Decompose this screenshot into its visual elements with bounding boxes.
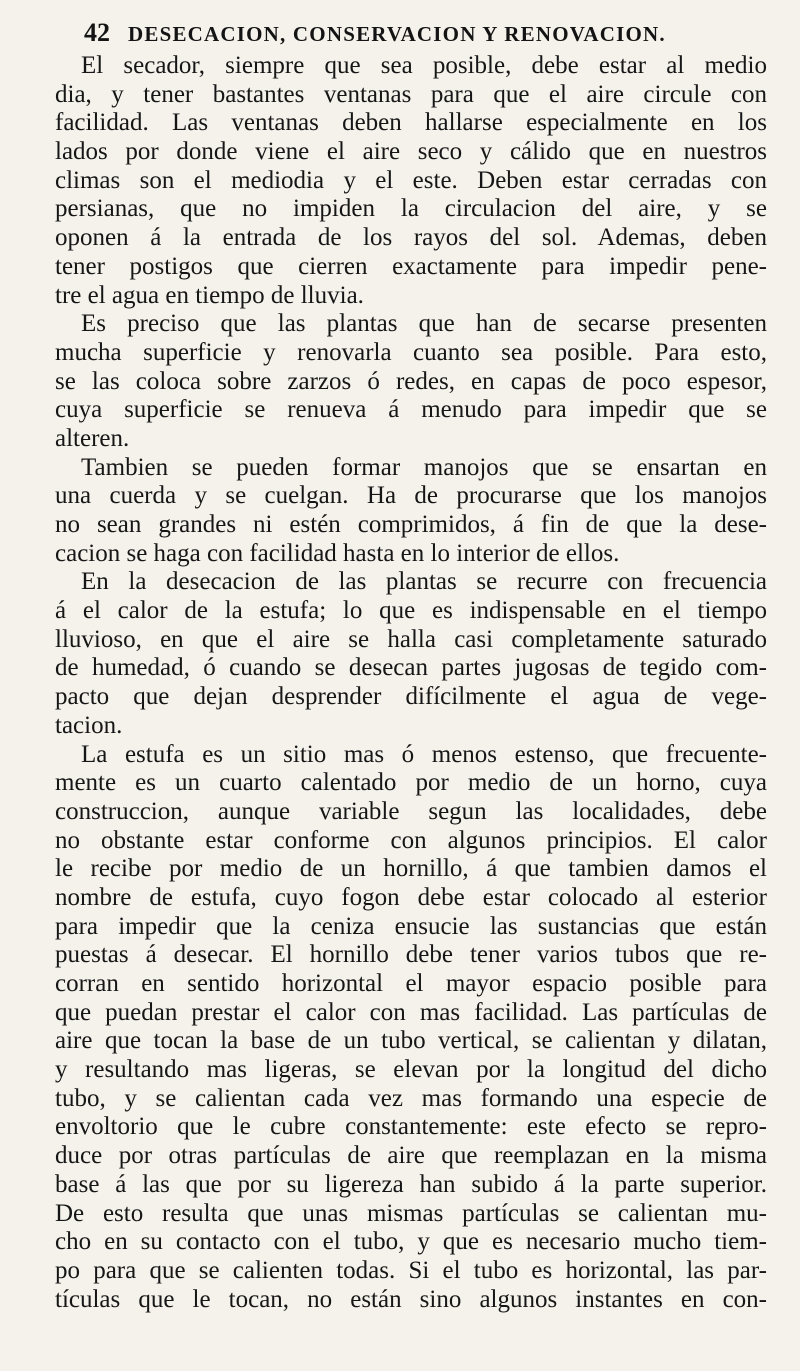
text-line: cho en su contacto con el tubo, y que es necesario mucho tiem- — [55, 1228, 767, 1256]
text-line: no sean grandes ni estén comprimidos, á fin de que la dese- — [55, 511, 767, 538]
text-line: duce por otras partículas de aire que reemplazan en la misma — [55, 1142, 767, 1170]
text-line: En la desecacion de las plantas se recurre con frecuencia — [81, 568, 767, 596]
text-line: aire que tocan la base de un tubo vertical, se calientan y dilatan, — [55, 1027, 767, 1055]
text-line: cuya superficie se renueva á menudo para impedir que se — [55, 396, 767, 424]
text-line: tre el agua en tiempo de lluvia. — [55, 281, 364, 309]
running-title: DESECACION, CONSERVACION Y RENOVACION. — [128, 22, 666, 46]
text-line: base á las que por su ligereza han subido á la parte superior. — [55, 1170, 767, 1198]
text-line: La estufa es un sitio mas ó menos estenso, que frecuente- — [81, 740, 767, 768]
text-line: persianas, que no impiden la circulacion del aire, y se — [55, 195, 767, 223]
text-line: dia, y tener bastantes ventanas para que el aire circule con — [55, 80, 767, 108]
text-line: envoltorio que le cubre constantemente: este efecto se repro- — [55, 1113, 767, 1141]
text-line: puestas á desecar. El hornillo debe tener varios tubos que re- — [55, 941, 767, 969]
text-line: tubo, y se calientan cada vez mas formando una especie de — [55, 1084, 767, 1112]
text-line: le recibe por medio de un hornillo, á que tambien damos el — [55, 855, 767, 883]
text-line: construccion, aunque variable segun las localidades, debe — [55, 797, 767, 825]
text-line: Tambien se pueden formar manojos que se ensartan en — [81, 453, 767, 481]
page-number: 42 — [84, 18, 110, 47]
text-line: se las coloca sobre zarzos ó redes, en capas de poco espesor, — [55, 367, 767, 395]
text-line: facilidad. Las ventanas deben hallarse especialmente en los — [55, 109, 767, 137]
text-line: una cuerda y se cuelgan. Ha de procurarse que los manojos — [55, 482, 767, 510]
text-line: para impedir que la ceniza ensucie las sustancias que están — [55, 912, 767, 940]
text-line: mucha superficie y renovarla cuanto sea posible. Para esto, — [55, 338, 767, 366]
text-line: y resultando mas ligeras, se elevan por la longitud del dicho — [55, 1056, 767, 1084]
text-line: climas son el mediodia y el este. Deben estar cerradas con — [55, 166, 767, 194]
text-line: de humedad, ó cuando se desecan partes jugosas de tegido com- — [55, 654, 767, 682]
text-line: po para que se calienten todas. Si el tubo es horizontal, las par- — [55, 1256, 767, 1284]
text-line: lados por donde viene el aire seco y cálido que en nuestros — [55, 138, 767, 166]
body-text — [55, 52, 767, 1314]
text-line: alteren. — [55, 424, 130, 452]
text-line: tacion. — [55, 711, 123, 739]
text-line: tener postigos que cierren exactamente para impedir pene- — [55, 252, 767, 280]
text-line: á el calor de la estufa; lo que es indispensable en el tiempo — [55, 597, 767, 625]
text-line: El secador, siempre que sea posible, debe estar al medio — [81, 52, 767, 79]
text-line: cacion se haga con facilidad hasta en lo interior de ellos. — [55, 539, 620, 567]
text-line: oponen á la entrada de los rayos del sol. Ademas, deben — [55, 224, 767, 252]
text-line: que puedan prestar el calor con mas facilidad. Las partículas de — [55, 998, 767, 1026]
text-line: lluvioso, en que el aire se halla casi completamente saturado — [55, 625, 767, 653]
text-line: nombre de estufa, cuyo fogon debe estar colocado al esterior — [55, 883, 767, 911]
text-line: mente es un cuarto calentado por medio de un horno, cuya — [55, 769, 767, 797]
text-line: Es preciso que las plantas que han de secarse presenten — [81, 310, 767, 338]
text-line: De esto resulta que unas mismas partículas se calientan mu- — [55, 1199, 767, 1227]
text-line: no obstante estar conforme con algunos principios. El calor — [55, 826, 767, 854]
text-line: corran en sentido horizontal el mayor espacio posible para — [55, 970, 767, 997]
text-line: tículas que le tocan, no están sino algunos instantes en con- — [55, 1285, 767, 1313]
text-line: pacto que dejan desprender difícilmente el agua de vege- — [55, 683, 767, 711]
page-header — [84, 18, 724, 54]
